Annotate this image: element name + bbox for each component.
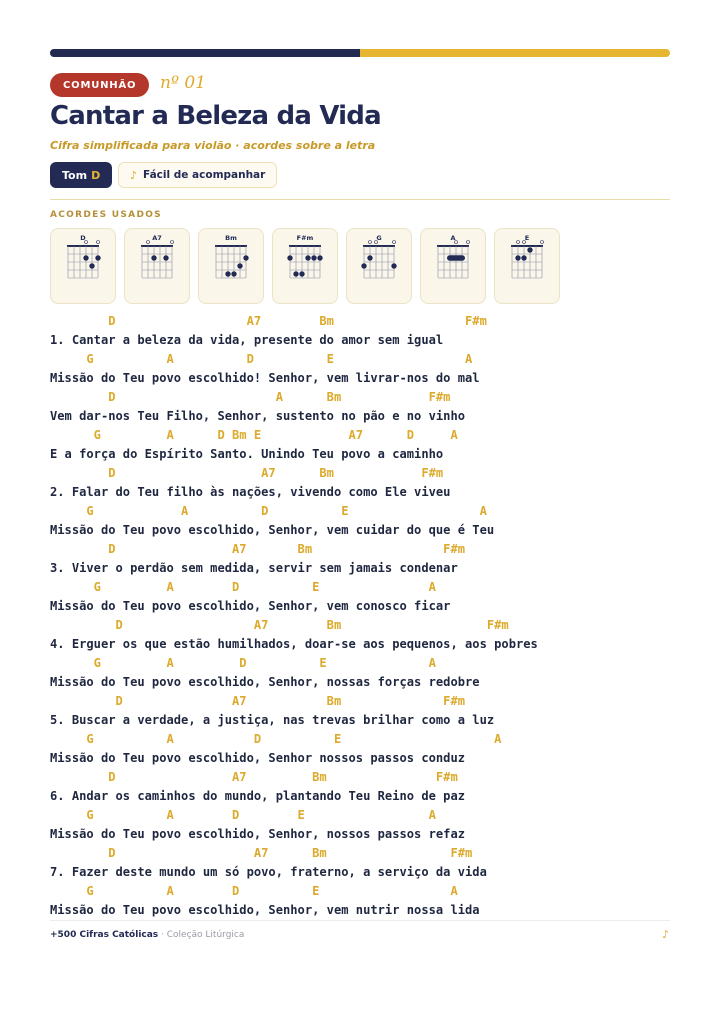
finger-dot [317,255,322,260]
chord-nut [215,245,247,247]
open-string-marker [517,241,520,244]
finger-dot [305,255,310,260]
lyric-line: 5. Buscar a verdade, a justiça, nas trevas brilhar como a luz [50,713,495,727]
finger-dot [225,271,230,276]
chord-nut [363,245,395,247]
open-string-marker [467,241,470,244]
lyric-line: 4. Erguer os que estão humilhados, doar-se aos pequenos, aos pobres [50,637,538,651]
finger-dot [527,247,532,252]
open-string-marker [97,241,100,244]
chord-name: E [524,234,530,242]
chord-nut [437,245,469,247]
lyric-line: E a força do Espírito Santo. Unindo Teu povo a caminho [50,447,444,461]
song-title: Cantar a Beleza da Vida [50,101,381,131]
chord-diagram [198,228,264,304]
chord-line: D A7 Bm F#m [50,618,509,632]
lyric-line: Vem dar-nos Teu Filho, Senhor, sustento no pão e no vinho [50,409,466,423]
lyric-line: Missão do Teu povo escolhido, Senhor, vem cuidar do que é Teu [50,523,495,537]
top-accent-bar-navy [50,49,360,57]
song-subtitle: Cifra simplificada para violão · acordes sobre a letra [50,139,376,152]
chord-diagram [50,228,116,304]
lyric-line: 6. Andar os caminhos do mundo, plantando Teu Reino de paz [50,789,466,803]
chord-diagrams [50,228,560,304]
open-string-marker [455,241,458,244]
chords-section-label: ACORDES USADOS [50,210,162,220]
chord-line: G A D E A [50,504,487,518]
finger-dot [521,255,526,260]
open-string-marker [369,241,372,244]
finger-dot [83,255,88,260]
lyric-line: Missão do Teu povo escolhido, Senhor, vem nutrir nossa lida [50,903,480,917]
chord-line: G A D E A [50,352,473,366]
top-accent-bar [50,49,670,57]
chord-line: D A7 Bm F#m [50,466,444,480]
chord-line: D A7 Bm F#m [50,694,466,708]
category-badge: COMUNHÃO [50,73,149,97]
chord-name: A [450,234,456,242]
chord-line: G A D Bm E A7 D A [50,428,458,442]
finger-dot [311,255,316,260]
chord-name: F#m [296,234,314,242]
chord-line: G A D E A [50,580,436,594]
finger-dot [299,271,304,276]
music-note-icon: ♪ [662,928,670,941]
difficulty-label: Fácil de acompanhar [143,169,266,181]
finger-dot [293,271,298,276]
chord-name: D [80,234,86,242]
chord-nut [511,245,543,247]
chord-line: G A D E A [50,732,502,746]
chord-line: D A7 Bm F#m [50,314,487,328]
lyric-line: 7. Fazer deste mundo um só povo, fraterno, a serviço da vida [50,865,487,879]
lyric-line: Missão do Teu povo escolhido, Senhor, nossos passos refaz [50,827,466,841]
chord-diagram [494,228,560,304]
finger-dot [231,271,236,276]
finger-dot [237,263,242,268]
key-badge [50,162,112,188]
finger-dot [515,255,520,260]
chord-name: G [376,234,382,242]
chord-line: D A7 Bm F#m [50,542,466,556]
chord-diagram [272,228,338,304]
footer [50,930,244,940]
lyric-line: 3. Viver o perdão sem medida, servir sem jamais condenar [50,561,458,575]
lyric-line: Missão do Teu povo escolhido, Senhor nossos passos conduz [50,751,466,765]
chord-line: D A7 Bm F#m [50,770,458,784]
open-string-marker [541,241,544,244]
chord-line: G A D E A [50,884,458,898]
chord-line: G A D E A [50,808,436,822]
header-divider [50,199,670,200]
chord-nut [141,245,173,247]
top-accent-bar-gold [360,49,670,57]
open-string-marker [147,241,150,244]
chord-sheet [50,312,670,920]
lyric-line: 2. Falar do Teu filho às nações, vivendo como Ele viveu [50,485,451,499]
lyric-line: Missão do Teu povo escolhido! Senhor, vem livrar-nos do mal [50,371,480,385]
open-string-marker [393,241,396,244]
key-label: Tom [62,168,88,182]
chord-name: A7 [152,234,162,242]
chord-nut [289,245,321,247]
difficulty-badge [118,162,277,188]
footer-divider [50,920,670,921]
chord-line: G A D E A [50,656,436,670]
open-string-marker [171,241,174,244]
barre-bar [447,255,465,260]
lyric-line: Missão do Teu povo escolhido, Senhor, vem conosco ficar [50,599,451,613]
footer-collection: · Coleção Litúrgica [158,930,245,940]
lyric-line: Missão do Teu povo escolhido, Senhor, nossas forças redobre [50,675,480,689]
music-note-icon: ♪ [130,168,138,182]
key-value: D [91,168,101,182]
finger-dot [95,255,100,260]
song-number: nº 01 [160,73,206,93]
finger-dot [287,255,292,260]
chord-diagram [124,228,190,304]
lyric-line: 1. Cantar a beleza da vida, presente do amor sem igual [50,333,444,347]
finger-dot [391,263,396,268]
finger-dot [361,263,366,268]
chord-line: D A7 Bm F#m [50,846,473,860]
chord-diagram [420,228,486,304]
finger-dot [89,263,94,268]
finger-dot [163,255,168,260]
chord-line: D A Bm F#m [50,390,451,404]
chord-name: Bm [225,234,237,242]
open-string-marker [85,241,88,244]
footer-brand: +500 Cifras Católicas [50,930,159,940]
finger-dot [243,255,248,260]
chord-diagram [346,228,412,304]
chord-nut [67,245,99,247]
finger-dot [151,255,156,260]
finger-dot [367,255,372,260]
